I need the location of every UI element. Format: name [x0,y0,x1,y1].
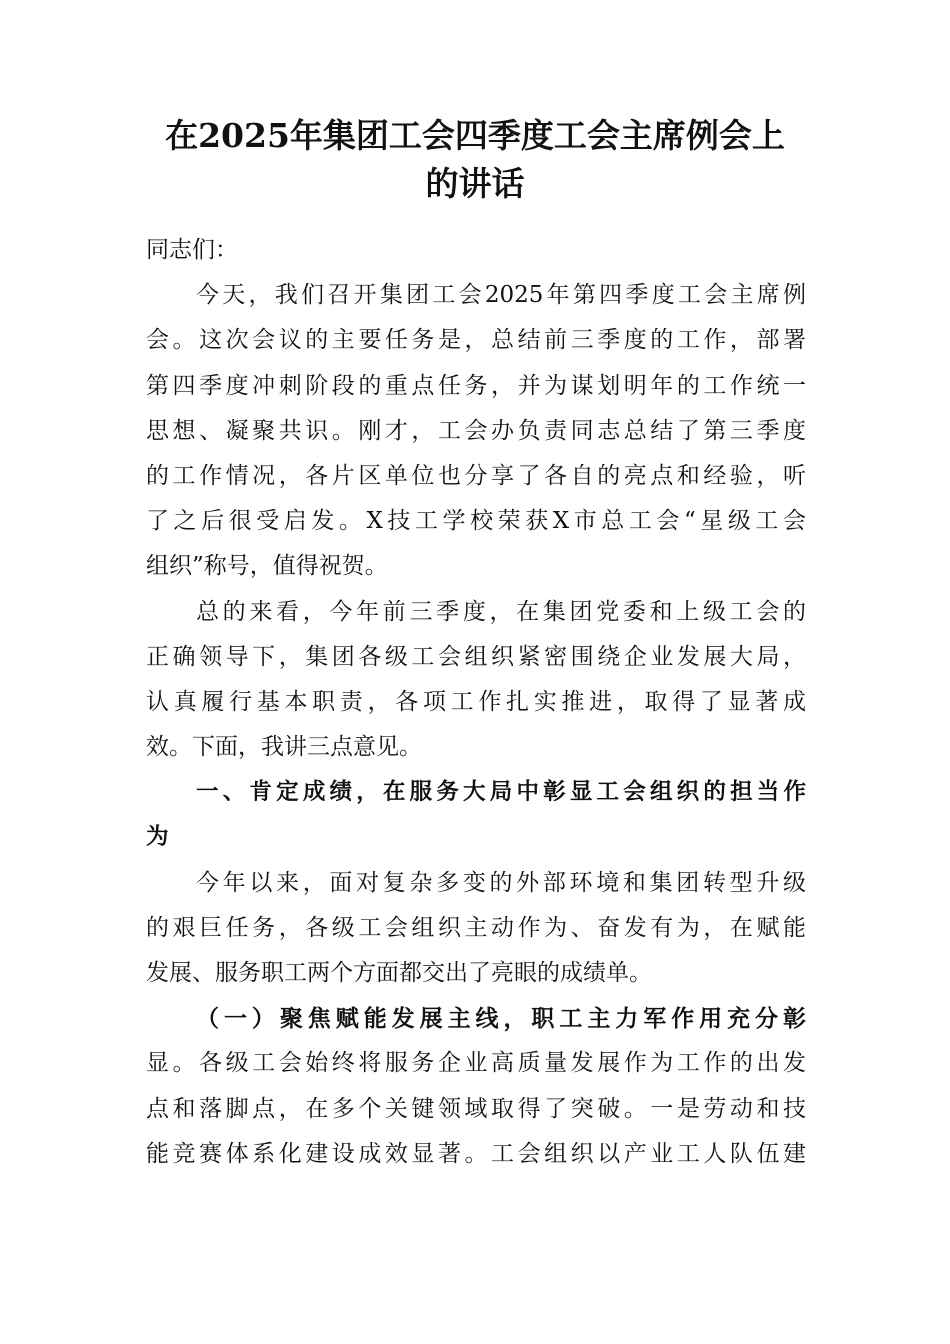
title-line-1: 在2025年集团工会四季度工会主席例会上 [165,116,785,155]
paragraph-opening [146,273,806,589]
paragraph-line: 显。各级工会始终将服务企业高质量发展作为工作的出发 [146,1050,806,1077]
paragraph-line: 了之后很受启发。X技工学校荣获X市总工会“星级工会 [146,508,806,535]
paragraph-subsection-1 [146,996,806,1177]
paragraph-line: 的艰巨任务，各级工会组织主动作为、奋发有为，在赋能 [146,914,806,941]
document-body [146,228,806,1177]
section-heading-1 [146,770,806,860]
subheading-line: （一）聚焦赋能发展主线，职工主力军作用充分彰 [196,1005,806,1033]
document-title [130,112,820,208]
paragraph-summary [146,590,806,771]
paragraph-line: 组织”称号，值得祝贺。 [146,553,388,580]
paragraph-line: 第四季度冲刺阶段的重点任务，并为谋划明年的工作统一 [146,372,806,399]
paragraph-line: 今年以来，面对复杂多变的外部环境和集团转型升级 [196,869,806,896]
paragraph-line: 认真履行基本职责，各项工作扎实推进，取得了显著成 [146,688,806,715]
paragraph-line: 正确领导下，集团各级工会组织紧密围绕企业发展大局， [146,643,806,670]
paragraph-line: 思想、凝聚共识。刚才，工会办负责同志总结了第三季度 [146,417,806,444]
heading-line: 为 [146,824,169,851]
paragraph-line: 的工作情况，各片区单位也分享了各自的亮点和经验，听 [146,462,806,489]
paragraph-line: 点和落脚点，在多个关键领域取得了突破。一是劳动和技 [146,1095,806,1122]
paragraph-line: 会。这次会议的主要任务是，总结前三季度的工作，部署 [146,327,806,354]
heading-line: 一、肯定成绩，在服务大局中彰显工会组织的担当作 [196,779,806,806]
paragraph-line: 能竞赛体系化建设成效显著。工会组织以产业工人队伍建 [146,1140,806,1167]
paragraph-line: 效。下面，我讲三点意见。 [146,734,422,761]
paragraph-line: 今天，我们召开集团工会2025年第四季度工会主席例 [196,282,806,309]
paragraph-line: 发展、服务职工两个方面都交出了亮眼的成绩单。 [146,960,652,986]
title-line-2: 的讲话 [425,164,525,203]
paragraph-line: 总的来看，今年前三季度，在集团党委和上级工会的 [196,598,806,625]
salutation: 同志们： [146,237,238,263]
paragraph-section-intro [146,861,806,997]
